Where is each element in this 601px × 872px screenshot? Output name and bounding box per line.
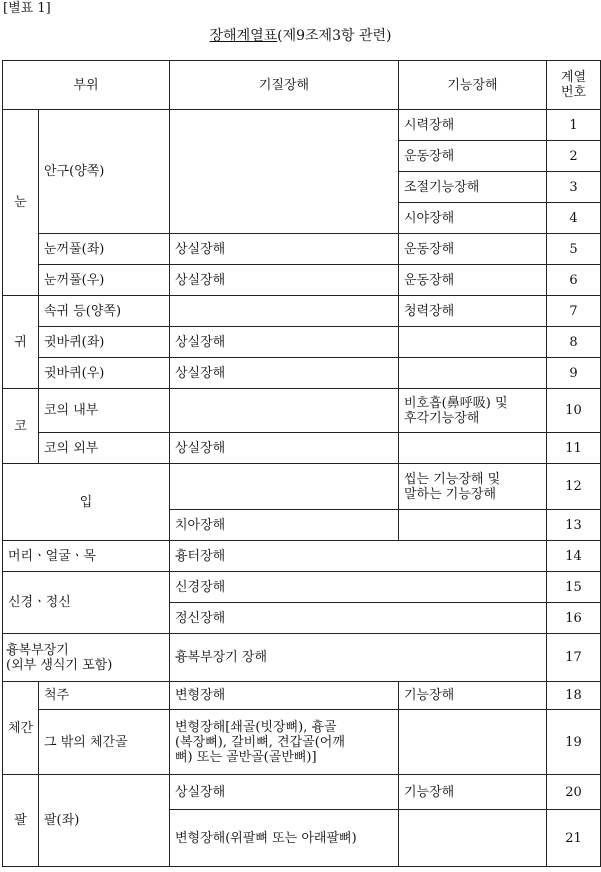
organic-empty xyxy=(170,110,399,234)
series-number: 14 xyxy=(547,541,601,572)
functional-cell: 운동장해 xyxy=(399,141,547,172)
part-auricle-right: 귓바퀴(우) xyxy=(39,358,170,389)
series-number: 19 xyxy=(547,710,601,775)
series-number: 2 xyxy=(547,141,601,172)
header-series-no xyxy=(547,61,601,110)
part-nose-outer: 코의 외부 xyxy=(39,433,170,464)
title-main: 장해계열표 xyxy=(209,28,278,44)
series-number: 4 xyxy=(547,203,601,234)
table-row xyxy=(3,541,601,572)
group-arm: 팔 xyxy=(3,775,39,867)
group-eye: 눈 xyxy=(3,110,39,296)
table-row xyxy=(3,682,601,710)
series-number: 16 xyxy=(547,603,601,634)
series-number: 1 xyxy=(547,110,601,141)
functional-empty xyxy=(399,327,547,358)
part-eyeball-both: 안구(양쪽) xyxy=(39,110,170,234)
organic-cell: 정신장해 xyxy=(170,603,547,634)
series-number: 11 xyxy=(547,433,601,464)
functional-cell: 시야장해 xyxy=(399,203,547,234)
title-sub: (제9조제3항 관련) xyxy=(277,28,392,44)
table-row xyxy=(3,358,601,389)
series-number: 20 xyxy=(547,775,601,810)
series-number: 13 xyxy=(547,510,601,541)
organic-empty xyxy=(170,389,399,433)
series-number: 8 xyxy=(547,327,601,358)
series-number: 6 xyxy=(547,265,601,296)
functional-line: 씹는 기능장해 및 말하는 기능장해 xyxy=(404,471,501,502)
functional-cell: 기능장해 xyxy=(399,775,547,810)
series-number: 21 xyxy=(547,810,601,867)
table-row xyxy=(3,775,601,810)
series-number: 10 xyxy=(547,389,601,433)
part-eyelid-left: 눈꺼풀(좌) xyxy=(39,234,170,265)
part-nose-inner: 코의 내부 xyxy=(39,389,170,433)
table-row xyxy=(3,327,601,358)
series-number: 5 xyxy=(547,234,601,265)
functional-empty xyxy=(399,358,547,389)
organic-cell: 변형장해(위팔뼈 또는 아래팔뼈) xyxy=(170,810,399,867)
header-part: 부위 xyxy=(3,61,170,110)
organic-cell: 상실장해 xyxy=(170,265,399,296)
organic-cell: 신경장해 xyxy=(170,572,547,603)
group-mouth: 입 xyxy=(3,464,170,541)
functional-empty xyxy=(399,433,547,464)
functional-cell: 청력장해 xyxy=(399,296,547,327)
part-arm-left: 팔(좌) xyxy=(39,775,170,867)
group-nose: 코 xyxy=(3,389,39,464)
organic-cell: 흉터장해 xyxy=(170,541,547,572)
header-series-no-line1: 계열 xyxy=(560,70,587,85)
header-functional: 기능장해 xyxy=(399,61,547,110)
functional-cell: 조절기능장해 xyxy=(399,172,547,203)
page-title xyxy=(0,27,601,45)
organic-cell: 변형장해[쇄골(빗장뼈), 흉골 (복장뼈), 갈비뼈, 견갑골(어깨 뼈) 또는 골반골(골반뼈)] xyxy=(170,710,399,775)
part-eyelid-right: 눈꺼풀(우) xyxy=(39,265,170,296)
table-row xyxy=(3,634,601,682)
organic-cell: 상실장해 xyxy=(170,433,399,464)
header-series-no-line2: 번호 xyxy=(560,85,587,100)
group-nerve-mental: 신경ㆍ정신 xyxy=(3,572,170,634)
functional-cell: 기능장해 xyxy=(399,682,547,710)
table-row xyxy=(3,296,601,327)
organic-cell: 상실장해 xyxy=(170,234,399,265)
functional-empty xyxy=(399,710,547,775)
functional-line: 비호흡(鼻呼吸) 및 후각기능장해 xyxy=(404,395,508,426)
group-chest-abdomen: 흉복부장기 (외부 생식기 포함) xyxy=(3,634,170,682)
part-auricle-left: 귓바퀴(좌) xyxy=(39,327,170,358)
series-number: 12 xyxy=(547,464,601,510)
table-row xyxy=(3,710,601,775)
organic-cell: 치아장해 xyxy=(170,510,399,541)
organic-empty xyxy=(170,296,399,327)
disability-series-table xyxy=(2,60,601,867)
table-row xyxy=(3,110,601,141)
functional-cell xyxy=(399,389,547,433)
table-row xyxy=(3,234,601,265)
series-number: 7 xyxy=(547,296,601,327)
header-row xyxy=(3,61,601,110)
organic-cell: 변형장해 xyxy=(170,682,399,710)
series-number: 15 xyxy=(547,572,601,603)
series-number: 3 xyxy=(547,172,601,203)
part-inner-ear-both: 속귀 등(양쪽) xyxy=(39,296,170,327)
organic-cell: 상실장해 xyxy=(170,327,399,358)
functional-cell: 시력장해 xyxy=(399,110,547,141)
group-trunk: 체간 xyxy=(3,682,39,775)
annex-label: [별표 1] xyxy=(3,1,51,16)
table-row xyxy=(3,265,601,296)
organic-cell: 상실장해 xyxy=(170,358,399,389)
table-row xyxy=(3,464,601,510)
organic-cell: 상실장해 xyxy=(170,775,399,810)
table-row xyxy=(3,433,601,464)
part-other-trunk-bones: 그 밖의 체간골 xyxy=(39,710,170,775)
group-ear: 귀 xyxy=(3,296,39,389)
group-head-face-neck: 머리ㆍ얼굴ㆍ목 xyxy=(3,541,170,572)
functional-empty xyxy=(399,810,547,867)
header-organic: 기질장해 xyxy=(170,61,399,110)
series-number: 17 xyxy=(547,634,601,682)
functional-cell: 운동장해 xyxy=(399,265,547,296)
table-row xyxy=(3,389,601,433)
series-number: 18 xyxy=(547,682,601,710)
part-spine: 척주 xyxy=(39,682,170,710)
table-row xyxy=(3,572,601,603)
organic-empty xyxy=(170,464,399,510)
functional-cell xyxy=(399,464,547,510)
functional-empty xyxy=(399,510,547,541)
functional-cell: 운동장해 xyxy=(399,234,547,265)
series-number: 9 xyxy=(547,358,601,389)
organic-cell: 흉복부장기 장해 xyxy=(170,634,547,682)
